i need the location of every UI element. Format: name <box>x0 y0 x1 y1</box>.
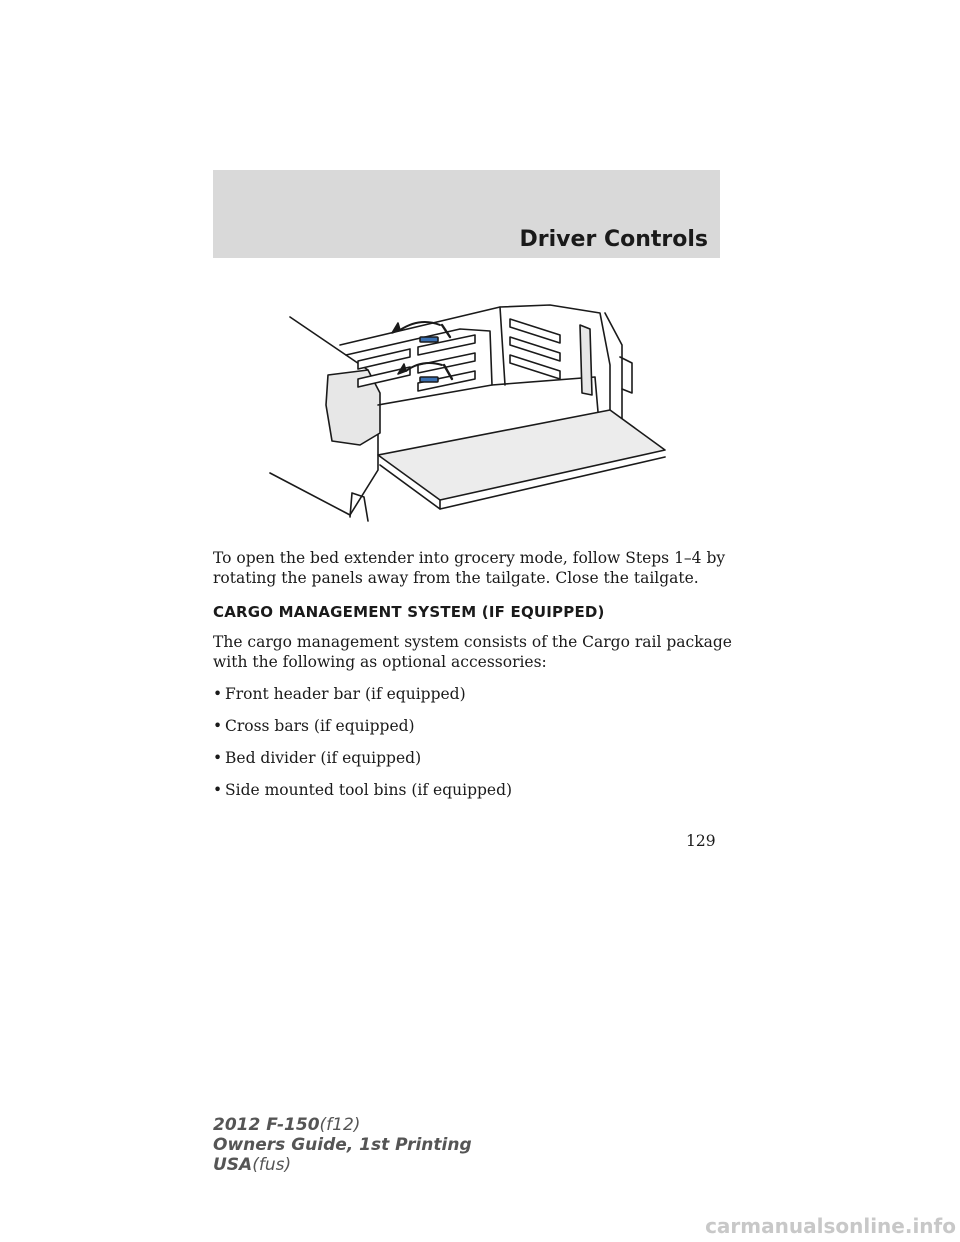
page-body <box>213 548 733 812</box>
bullet-icon: • <box>213 749 223 767</box>
bullet-icon: • <box>213 781 223 799</box>
watermark: carmanualsonline.info <box>705 1214 956 1238</box>
tailgate-bed-extender-illustration-icon <box>260 285 680 525</box>
section-title: Driver Controls <box>519 227 708 252</box>
section-header-band <box>213 170 720 258</box>
list-item: • Side mounted tool bins (if equipped) <box>213 781 513 799</box>
tailgate-illustration <box>260 285 680 525</box>
intro-paragraph: To open the bed extender into grocery mode, follow Steps 1–4 by rotating the panels away from the tailgate. Close the tailgate. <box>213 549 726 587</box>
bullet-icon: • <box>213 717 223 735</box>
bullet-icon: • <box>213 685 223 703</box>
footer-imprint: 2012 F-150(f12) Owners Guide, 1st Printing USA(fus) <box>213 1115 472 1175</box>
page-number: 129 <box>686 832 716 850</box>
cargo-paragraph: The cargo management system consists of the Cargo rail package with the following as optional accessories: <box>213 633 732 671</box>
list-item: • Bed divider (if equipped) <box>213 749 422 767</box>
list-item: • Cross bars (if equipped) <box>213 717 415 735</box>
accessory-list <box>213 684 733 800</box>
list-item: • Front header bar (if equipped) <box>213 685 466 703</box>
cargo-heading: CARGO MANAGEMENT SYSTEM (IF EQUIPPED) <box>213 603 605 621</box>
